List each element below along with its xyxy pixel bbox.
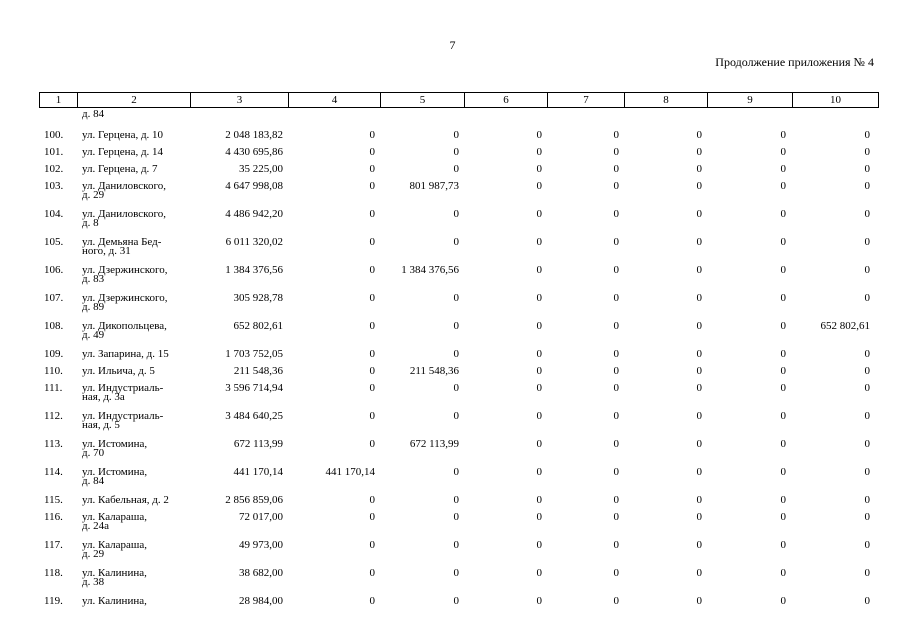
value-col-3: 2 856 859,06 [225,494,283,506]
value-col-7: 0 [613,410,619,422]
value-col-4: 0 [369,567,375,579]
address-line: д. 24а [82,520,109,532]
value-col-10: 0 [864,567,870,579]
value-col-5: 0 [453,595,459,607]
header-col-1: 1 [40,93,78,108]
value-col-10: 0 [864,494,870,506]
header-col-4: 4 [289,93,381,108]
value-col-3: 211 548,36 [233,365,283,377]
continuation-text: д. 84 [82,108,105,120]
row-address [82,541,147,559]
row-number: 114. [44,466,63,478]
value-col-9: 0 [780,180,786,192]
row-number: 101. [44,146,64,158]
value-col-6: 0 [536,292,542,304]
address-line: ул. Герцена, д. 14 [82,146,164,158]
value-col-10: 0 [864,365,870,377]
value-col-10: 0 [864,595,870,607]
value-col-6: 0 [536,466,542,478]
value-col-8: 0 [696,180,702,192]
value-col-8: 0 [696,595,702,607]
value-col-8: 0 [696,494,702,506]
address-line: ул. Истомина, [82,466,148,478]
address-line: ул. Запарина, д. 15 [82,348,169,360]
row-address [82,513,147,531]
value-col-3: 2 048 183,82 [225,129,283,141]
value-col-6: 0 [536,236,542,248]
value-col-5: 0 [453,539,459,551]
value-col-10: 0 [864,208,870,220]
value-col-6: 0 [536,320,542,332]
value-col-9: 0 [780,208,786,220]
value-col-6: 0 [536,180,542,192]
row-number: 108. [44,320,64,332]
row-number: 110. [44,365,63,377]
value-col-9: 0 [780,410,786,422]
value-col-7: 0 [613,180,619,192]
value-col-8: 0 [696,382,702,394]
value-col-5: 0 [453,410,459,422]
value-col-7: 0 [613,163,619,175]
value-col-7: 0 [613,292,619,304]
value-col-8: 0 [696,208,702,220]
row-number: 106. [44,264,64,276]
value-col-4: 0 [369,348,375,360]
value-col-8: 0 [696,163,702,175]
value-col-4: 0 [369,410,375,422]
value-col-5: 211 548,36 [409,365,459,377]
address-line: д. 38 [82,576,105,588]
value-col-4: 0 [369,163,375,175]
row-address [82,148,163,157]
value-col-7: 0 [613,129,619,141]
value-col-7: 0 [613,466,619,478]
value-col-6: 0 [536,410,542,422]
value-col-4: 0 [369,365,375,377]
row-address [82,496,169,505]
row-address [82,182,166,200]
value-col-5: 0 [453,511,459,523]
value-col-8: 0 [696,567,702,579]
value-col-7: 0 [613,236,619,248]
value-col-7: 0 [613,320,619,332]
address-line: ул. Кабельная, д. 2 [82,494,169,506]
header-col-7: 7 [548,93,625,108]
value-col-3: 49 973,00 [239,539,283,551]
value-col-5: 0 [453,348,459,360]
value-col-9: 0 [780,382,786,394]
value-col-5: 0 [453,236,459,248]
value-col-4: 0 [369,539,375,551]
address-line: д. 29 [82,548,105,560]
header-col-9: 9 [708,93,793,108]
value-col-5: 0 [453,494,459,506]
value-col-4: 0 [369,208,375,220]
value-col-7: 0 [613,208,619,220]
value-col-9: 0 [780,365,786,377]
address-line: ул. Герцена, д. 7 [82,163,158,175]
value-col-3: 38 682,00 [239,567,283,579]
value-col-6: 0 [536,163,542,175]
value-col-10: 0 [864,264,870,276]
value-col-3: 1 384 376,56 [225,264,283,276]
row-number: 109. [44,348,64,360]
header-row [40,93,879,108]
row-address [82,322,167,340]
value-col-8: 0 [696,146,702,158]
value-col-9: 0 [780,539,786,551]
address-line: ул. Даниловского, [82,180,166,192]
value-col-8: 0 [696,466,702,478]
value-col-4: 0 [369,382,375,394]
value-col-3: 6 011 320,02 [225,236,283,248]
value-col-7: 0 [613,365,619,377]
value-col-4: 0 [369,236,375,248]
address-line: ул. Герцена, д. 10 [82,129,164,141]
header-col-5: 5 [381,93,465,108]
value-col-10: 0 [864,348,870,360]
value-col-8: 0 [696,320,702,332]
value-col-4: 0 [369,146,375,158]
address-line: ул. Истомина, [82,438,148,450]
row-address [82,384,163,402]
value-col-9: 0 [780,567,786,579]
row-address [82,131,163,140]
value-col-3: 652 802,61 [233,320,283,332]
value-col-7: 0 [613,567,619,579]
address-line: д. 8 [82,217,99,229]
value-col-8: 0 [696,292,702,304]
value-col-8: 0 [696,539,702,551]
address-line: д. 89 [82,301,105,313]
address-line: д. 70 [82,447,105,459]
value-col-7: 0 [613,511,619,523]
value-col-10: 0 [864,146,870,158]
value-col-6: 0 [536,348,542,360]
row-number: 115. [44,494,63,506]
value-col-4: 441 170,14 [325,466,375,478]
value-col-7: 0 [613,539,619,551]
value-col-5: 0 [453,382,459,394]
value-col-7: 0 [613,348,619,360]
value-col-6: 0 [536,494,542,506]
row-number: 112. [44,410,63,422]
value-col-9: 0 [780,129,786,141]
value-col-4: 0 [369,264,375,276]
value-col-3: 4 486 942,20 [225,208,283,220]
value-col-8: 0 [696,236,702,248]
row-address [82,210,166,228]
value-col-3: 4 430 695,86 [225,146,283,158]
value-col-3: 3 596 714,94 [225,382,283,394]
address-line: д. 29 [82,189,105,201]
value-col-4: 0 [369,494,375,506]
value-col-3: 4 647 998,08 [225,180,283,192]
value-col-3: 672 113,99 [233,438,283,450]
value-col-10: 0 [864,410,870,422]
row-address [82,350,169,359]
address-line: ул. Демьяна Бед- [82,236,162,248]
value-col-5: 1 384 376,56 [401,264,459,276]
row-address [82,294,168,312]
value-col-3: 441 170,14 [233,466,283,478]
header-col-2: 2 [78,93,191,108]
value-col-5: 672 113,99 [409,438,459,450]
value-col-8: 0 [696,511,702,523]
value-col-8: 0 [696,348,702,360]
value-col-4: 0 [369,129,375,141]
value-col-9: 0 [780,320,786,332]
value-col-6: 0 [536,511,542,523]
row-address [82,412,163,430]
row-address [82,569,147,587]
value-col-7: 0 [613,146,619,158]
row-number: 116. [44,511,63,523]
value-col-10: 0 [864,382,870,394]
row-number: 105. [44,236,64,248]
value-col-9: 0 [780,146,786,158]
value-col-8: 0 [696,264,702,276]
value-col-5: 0 [453,163,459,175]
value-col-9: 0 [780,163,786,175]
header-col-8: 8 [625,93,708,108]
value-col-10: 0 [864,438,870,450]
row-number: 118. [44,567,63,579]
address-line: ул. Индустриаль- [82,382,164,394]
address-line: ул. Калараша, [82,511,148,523]
value-col-9: 0 [780,348,786,360]
table-header [39,92,879,108]
value-col-10: 0 [864,163,870,175]
value-col-7: 0 [613,264,619,276]
value-col-4: 0 [369,180,375,192]
header-col-3: 3 [191,93,289,108]
value-col-6: 0 [536,365,542,377]
value-col-3: 305 928,78 [233,292,283,304]
row-address [82,266,168,284]
address-line: д. 49 [82,329,105,341]
value-col-8: 0 [696,365,702,377]
value-col-3: 35 225,00 [239,163,283,175]
value-col-10: 0 [864,129,870,141]
row-number: 113. [44,438,63,450]
value-col-9: 0 [780,466,786,478]
row-address [82,440,147,458]
value-col-3: 1 703 752,05 [225,348,283,360]
address-line: ул. Калинина, [82,595,147,607]
value-col-6: 0 [536,264,542,276]
header-col-6: 6 [465,93,548,108]
address-line: ная, д. 5 [82,419,120,431]
value-col-8: 0 [696,129,702,141]
value-col-3: 28 984,00 [239,595,283,607]
value-col-10: 0 [864,236,870,248]
value-col-9: 0 [780,494,786,506]
value-col-6: 0 [536,129,542,141]
row-address [82,468,147,486]
value-col-6: 0 [536,208,542,220]
value-col-7: 0 [613,382,619,394]
value-col-5: 0 [453,208,459,220]
address-line: ул. Калинина, [82,567,147,579]
address-line: ул. Дзержинского, [82,292,168,304]
value-col-7: 0 [613,438,619,450]
page-number: 7 [449,38,456,52]
value-col-8: 0 [696,410,702,422]
value-col-7: 0 [613,494,619,506]
address-line: ного, д. 31 [82,245,131,257]
value-col-6: 0 [536,438,542,450]
value-col-8: 0 [696,438,702,450]
value-col-10: 0 [864,466,870,478]
address-line: ул. Калараша, [82,539,148,551]
value-col-10: 0 [864,292,870,304]
row-number: 107. [44,292,64,304]
value-col-5: 0 [453,129,459,141]
row-number: 111. [44,382,63,394]
appendix-title: Продолжение приложения № 4 [715,55,874,69]
value-col-10: 0 [864,539,870,551]
value-col-5: 0 [453,292,459,304]
row-address [82,597,147,606]
address-line: ул. Ильича, д. 5 [82,365,155,377]
value-col-5: 0 [453,466,459,478]
row-address [82,165,158,174]
value-col-4: 0 [369,438,375,450]
row-address [82,367,155,376]
value-col-4: 0 [369,320,375,332]
value-col-10: 0 [864,511,870,523]
value-col-9: 0 [780,511,786,523]
row-number: 102. [44,163,64,175]
address-line: ул. Даниловского, [82,208,166,220]
value-col-7: 0 [613,595,619,607]
header-col-10: 10 [793,93,879,108]
value-col-6: 0 [536,567,542,579]
value-col-9: 0 [780,264,786,276]
value-col-6: 0 [536,146,542,158]
value-col-4: 0 [369,292,375,304]
value-col-6: 0 [536,382,542,394]
row-number: 104. [44,208,64,220]
address-line: ул. Дзержинского, [82,264,168,276]
row-number: 119. [44,595,63,607]
value-col-4: 0 [369,511,375,523]
value-col-6: 0 [536,539,542,551]
address-line: ная, д. 3а [82,391,125,403]
address-line: д. 84 [82,475,105,487]
row-number: 117. [44,539,63,551]
value-col-9: 0 [780,438,786,450]
value-col-9: 0 [780,292,786,304]
value-col-5: 801 987,73 [409,180,459,192]
value-col-4: 0 [369,595,375,607]
value-col-6: 0 [536,595,542,607]
address-line: ул. Индустриаль- [82,410,164,422]
value-col-5: 0 [453,146,459,158]
row-address [82,238,161,256]
row-number: 100. [44,129,64,141]
row-number: 103. [44,180,64,192]
value-col-10: 0 [864,180,870,192]
value-col-3: 72 017,00 [239,511,283,523]
value-col-10: 652 802,61 [820,320,870,332]
value-col-9: 0 [780,595,786,607]
value-col-3: 3 484 640,25 [225,410,283,422]
value-col-9: 0 [780,236,786,248]
value-col-5: 0 [453,567,459,579]
value-col-5: 0 [453,320,459,332]
address-line: д. 83 [82,273,105,285]
address-line: ул. Дикопольцева, [82,320,167,332]
